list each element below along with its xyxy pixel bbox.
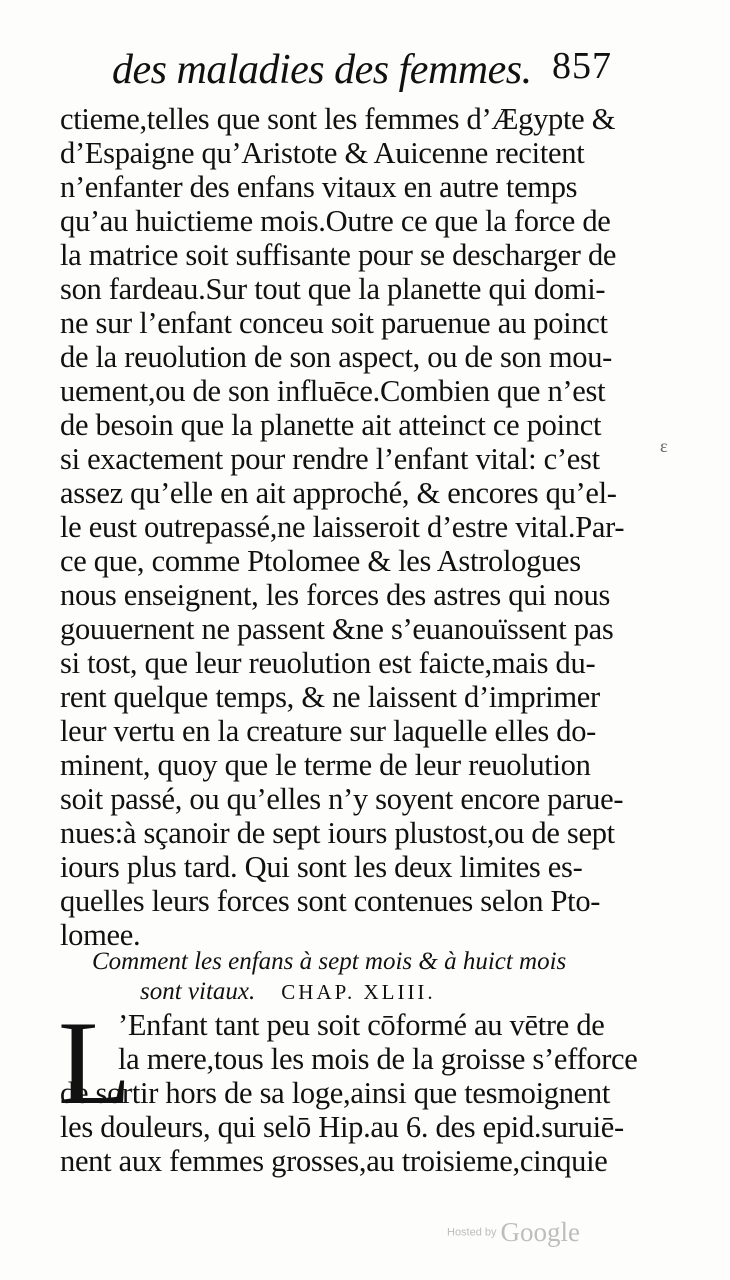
text-line: ne sur l’enfant conceu soit paruenue au poinct bbox=[60, 306, 608, 340]
text-line: d’Espaigne qu’Aristote & Auicenne recitent bbox=[60, 136, 585, 170]
text-line: la matrice soit suffisante pour se descharger de bbox=[60, 238, 617, 272]
page-number: 857 bbox=[552, 45, 612, 87]
text-line: nous enseignent, les forces des astres qui nous bbox=[60, 578, 611, 612]
text-line: leur vertu en la creature sur laquelle elles do- bbox=[60, 714, 597, 748]
chapter-title-line bbox=[140, 978, 436, 1006]
text-line: ctieme,telles que sont les femmes d’Ægypte & bbox=[60, 102, 616, 136]
text-line: rent quelque temps, & ne laissent d’imprimer bbox=[60, 680, 600, 714]
text-line: nues:à sçanoir de sept iours plustost,ou de sept bbox=[60, 816, 615, 850]
text-line: si exactement pour rendre l’enfant vital: c’est bbox=[60, 442, 600, 476]
google-logo: Google bbox=[500, 1217, 581, 1247]
text-line: le eust outrepassé,ne laisseroit d’estre vital.Par- bbox=[60, 510, 625, 544]
text-line: quelles leurs forces sont contenues selon Pto- bbox=[60, 884, 601, 918]
text-line: assez qu’elle en ait approché, & encores qu’el- bbox=[60, 476, 617, 510]
text-line: les douleurs, qui selō Hip.au 6. des epid.suruiē- bbox=[60, 1110, 624, 1144]
text-line: de besoin que la planette ait atteinct ce poinct bbox=[60, 408, 602, 442]
page-header bbox=[112, 38, 612, 102]
text-line: si tost, que leur reuolution est faicte,mais du- bbox=[60, 646, 596, 680]
text-line: iours plus tard. Qui sont les deux limites es- bbox=[60, 850, 583, 884]
running-title: des maladies des femmes. bbox=[112, 47, 532, 93]
text-line: qu’au huictieme mois.Outre ce que la force de bbox=[60, 204, 611, 238]
chapter-title-end: sont vitaux. bbox=[140, 978, 256, 1005]
hosted-by-google-watermark bbox=[447, 1217, 607, 1251]
hosted-by-label: Hosted by bbox=[447, 1226, 497, 1239]
text-line: son fardeau.Sur tout que la planette qui domi- bbox=[60, 272, 606, 306]
drop-cap: L bbox=[58, 996, 132, 1129]
text-line: de la reuolution de son aspect, ou de son mou- bbox=[60, 340, 613, 374]
text-line: minent, quoy que le terme de leur reuolution bbox=[60, 748, 591, 782]
text-line: de sortir hors de sa loge,ainsi que tesmoignent bbox=[60, 1076, 611, 1110]
text-line: soit passé, ou qu’elles n’y soyent encore parue- bbox=[60, 782, 624, 816]
text-line: gouuernent ne passent &ne s’euanouïssent pas bbox=[60, 612, 614, 646]
chapter-number: CHAP. XLIII. bbox=[281, 980, 436, 1004]
margin-mark: ε bbox=[660, 436, 668, 456]
text-line: lomee. bbox=[60, 918, 141, 952]
text-line: n’enfanter des enfans vitaux en autre temps bbox=[60, 170, 578, 204]
chapter-title-line: Comment les enfans à sept mois & à huict mois bbox=[92, 948, 567, 975]
text-line: nent aux femmes grosses,au troisieme,cinquie bbox=[60, 1144, 608, 1178]
text-line: ce que, comme Ptolomee & les Astrologues bbox=[60, 544, 581, 578]
text-line: la mere,tous les mois de la groisse s’efforce bbox=[118, 1042, 638, 1076]
text-line: ’Enfant tant peu soit cōformé au vētre de bbox=[118, 1008, 605, 1042]
text-line: uement,ou de son influēce.Combien que n’est bbox=[60, 374, 606, 408]
